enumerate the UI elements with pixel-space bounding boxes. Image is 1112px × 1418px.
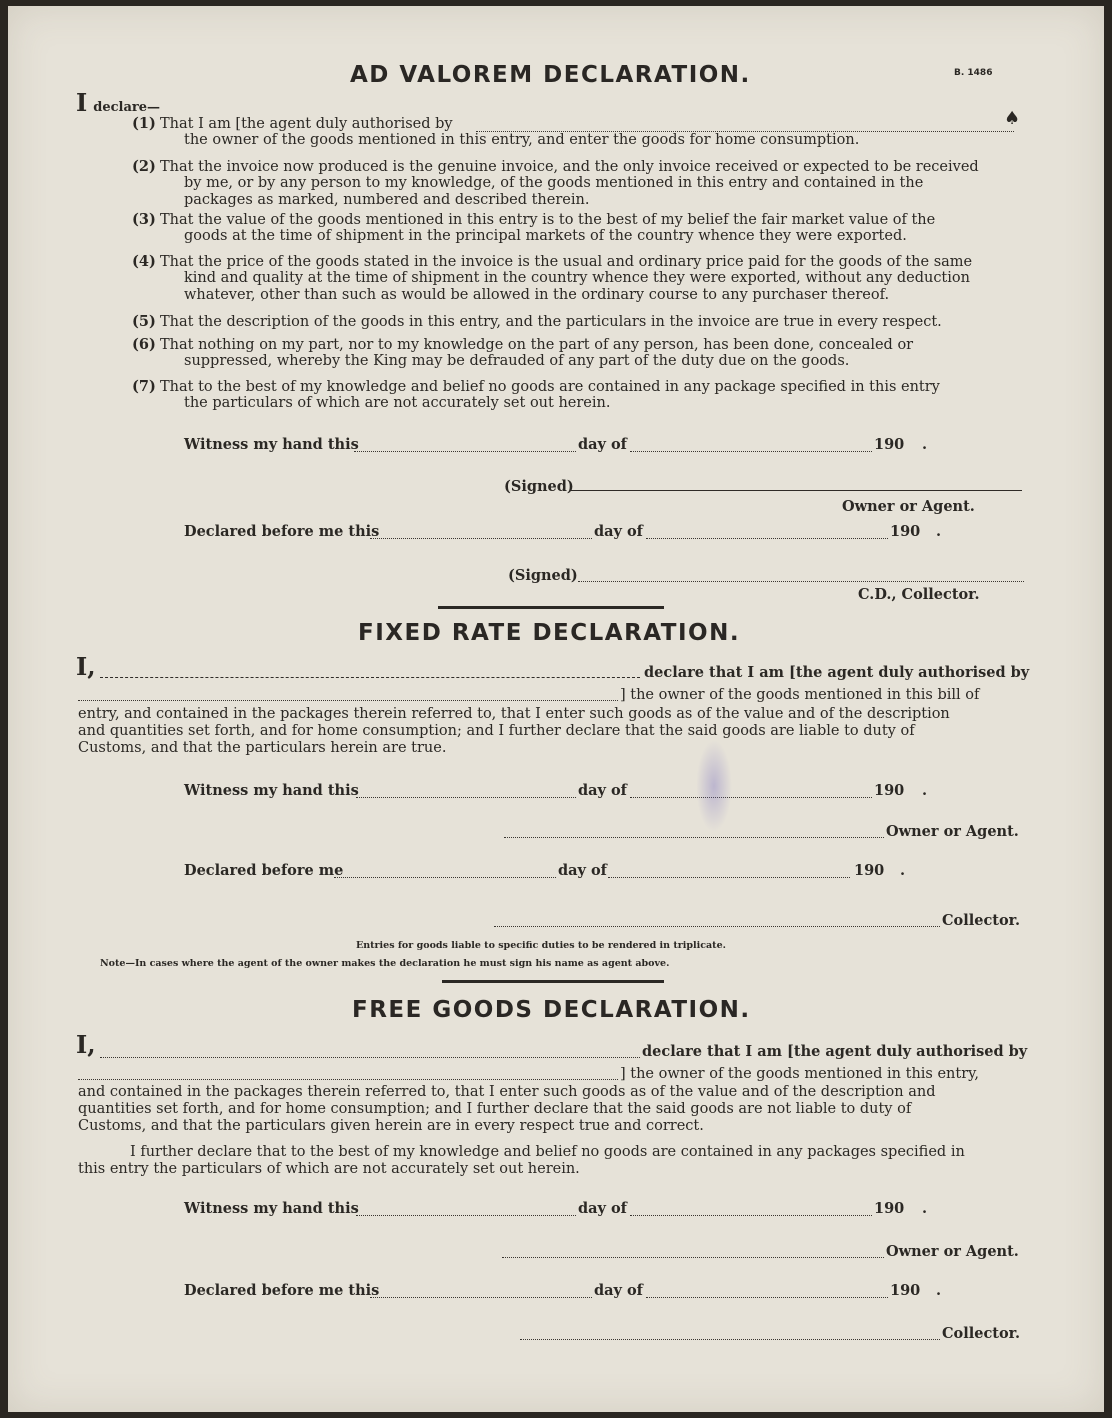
av-item-text: That the price of the goods stated in the invoice is the usual and ordinary price paid for the goods of the same: [160, 254, 973, 270]
av-item-7-line-1: [132, 378, 940, 396]
fr-witness-label: Witness my hand this: [184, 782, 359, 799]
av-item-1-line-1: [132, 115, 453, 133]
av-item-text: That I am [the agent duly authorised by: [160, 116, 453, 132]
fr-line2-end: ] the owner of the goods mentioned in this bill of: [620, 687, 980, 703]
fg-period: .: [922, 1200, 928, 1217]
fg-declared-year-label: 190: [890, 1282, 921, 1299]
av-declared-label: Declared before me this: [184, 523, 380, 540]
free-goods-title: FREE GOODS DECLARATION.: [352, 997, 751, 1023]
av-item-number: (2): [132, 158, 156, 175]
av-item-3-line-2: goods at the time of shipment in the principal markets of the country whence they were exported.: [184, 228, 907, 244]
fixed-rate-title: FIXED RATE DECLARATION.: [358, 620, 741, 646]
fr-body-line-1: entry, and contained in the packages therein referred to, that I enter such goods as of the value and of the description: [78, 706, 950, 722]
fg-declared-day-of-label: day of: [594, 1282, 643, 1299]
av-owner-signature-line[interactable]: [570, 490, 1022, 491]
fg-declared-month-field[interactable]: [646, 1296, 888, 1298]
av-item-number: (4): [132, 253, 156, 270]
fg-owner-or-agent-label: Owner or Agent.: [886, 1243, 1019, 1260]
section-divider-2: [442, 980, 664, 983]
av-item-number: (1): [132, 115, 156, 132]
av-item-number: (7): [132, 378, 156, 395]
av-declared-day-of-label: day of: [594, 523, 643, 540]
fr-declared-period: .: [900, 862, 906, 879]
fr-year-label: 190: [874, 782, 905, 799]
fr-witness-month-field[interactable]: [630, 796, 872, 798]
fg-year-label: 190: [874, 1200, 905, 1217]
fg-line2-end: ] the owner of the goods mentioned in this entry,: [620, 1066, 980, 1082]
fg-declared-label: Declared before me this: [184, 1282, 380, 1299]
av-collector-label: C.D., Collector.: [858, 586, 980, 603]
fr-day-of-label: day of: [578, 782, 627, 799]
av-item-text: That the invoice now produced is the genuine invoice, and the only invoice received or expected to be received: [160, 159, 979, 175]
av-item-7-line-2: the particulars of which are not accurately set out herein.: [184, 395, 611, 411]
av-item-4-line-1: [132, 253, 972, 271]
fr-body-line-2: and quantities set forth, and for home consumption; and I further declare that the said goods are liable to duty of: [78, 723, 915, 739]
fr-owner-or-agent-label: Owner or Agent.: [886, 823, 1019, 840]
ad-valorem-title: AD VALOREM DECLARATION.: [350, 62, 751, 88]
fr-note-agent: Note—In cases where the agent of the owner makes the declaration he must sign his name as agent above.: [100, 958, 670, 969]
fg-body-line-1: and contained in the packages therein referred to, that I enter such goods as of the value and of the description and: [78, 1084, 936, 1100]
av-item-2-line-2: by me, or by any person to my knowledge, of the goods mentioned in this entry and contained in the: [184, 175, 924, 191]
av-item-number: (6): [132, 336, 156, 353]
av-witness-month-field[interactable]: [630, 450, 872, 452]
fr-line1-end: declare that I am [the agent duly authorised by: [644, 664, 1030, 681]
av-item-text: That the description of the goods in this entry, and the particulars in the invoice are true in every respect.: [160, 314, 942, 330]
fr-note-triplicate: Entries for goods liable to specific duties to be rendered in triplicate.: [356, 940, 726, 951]
fg-further-line-1: I further declare that to the best of my knowledge and belief no goods are contained in any packages specified in: [130, 1144, 965, 1160]
fg-declared-period: .: [936, 1282, 942, 1299]
fr-declared-year-label: 190: [854, 862, 885, 879]
fg-owner-name-field[interactable]: [78, 1078, 618, 1080]
av-item-text: That to the best of my knowledge and belief no goods are contained in any package specified in this entry: [160, 379, 940, 395]
fr-declared-day-field[interactable]: [334, 876, 556, 878]
av-item-3-line-1: [132, 211, 935, 229]
fr-period: .: [922, 782, 928, 799]
fr-declared-month-field[interactable]: [608, 876, 850, 878]
fr-owner-signature-line[interactable]: [504, 836, 884, 838]
fg-body-line-3: Customs, and that the particulars given herein are in every respect true and correct.: [78, 1118, 704, 1134]
av-declared-year-label: 190: [890, 523, 921, 540]
fg-witness-month-field[interactable]: [630, 1214, 872, 1216]
fr-collector-signature-line[interactable]: [494, 925, 940, 927]
fr-declarant-name-field[interactable]: [100, 677, 640, 678]
fg-collector-label: Collector.: [942, 1325, 1021, 1342]
fr-declared-day-of-label: day of: [558, 862, 607, 879]
fr-declared-label: Declared before me: [184, 862, 344, 879]
fg-witness-day-field[interactable]: [356, 1214, 576, 1216]
fg-further-line-2: this entry the particulars of which are not accurately set out herein.: [78, 1161, 580, 1177]
av-signed-collector-label: (Signed): [508, 567, 578, 584]
fg-day-of-label: day of: [578, 1200, 627, 1217]
ink-smear: [696, 740, 732, 832]
av-witness-day-field[interactable]: [354, 450, 576, 452]
fg-line1-end: declare that I am [the agent duly authorised by: [642, 1043, 1028, 1060]
fr-i-label: I,: [76, 652, 96, 681]
av-period: .: [922, 436, 928, 453]
av-item-2-line-1: [132, 158, 979, 176]
i-declare-heading: Ideclare—: [76, 88, 160, 117]
av-declared-day-field[interactable]: [370, 537, 592, 539]
av-item-number: (5): [132, 313, 156, 330]
fr-owner-name-field[interactable]: [78, 699, 618, 701]
av-collector-signature-line[interactable]: [578, 580, 1024, 582]
av-signed-label: (Signed): [504, 478, 574, 495]
fg-owner-signature-line[interactable]: [502, 1256, 884, 1258]
av-owner-or-agent-label: Owner or Agent.: [842, 498, 975, 515]
fg-body-line-2: quantities set forth, and for home consumption; and I further declare that the said goods are not liable to duty of: [78, 1101, 912, 1117]
fg-declarant-name-field[interactable]: [100, 1056, 640, 1058]
av-day-of-label: day of: [578, 436, 627, 453]
fr-body-line-3: Customs, and that the particulars herein are true.: [78, 740, 447, 756]
av-item-4-line-3: whatever, other than such as would be allowed in the ordinary course to any purchaser thereof.: [184, 287, 890, 303]
av-item-6-line-1: [132, 336, 913, 354]
form-number: B. 1486: [954, 68, 993, 78]
av-item-4-line-2: kind and quality at the time of shipment in the country whence they were exported, without any deduction: [184, 270, 970, 286]
fg-witness-label: Witness my hand this: [184, 1200, 359, 1217]
av-declared-period: .: [936, 523, 942, 540]
fr-collector-label: Collector.: [942, 912, 1021, 929]
fg-i-label: I,: [76, 1030, 96, 1059]
fg-declared-day-field[interactable]: [370, 1296, 592, 1298]
av-item-text: That the value of the goods mentioned in this entry is to the best of my belief the fair market value of the: [160, 212, 936, 228]
av-item-text: That nothing on my part, nor to my knowledge on the part of any person, has been done, concealed or: [160, 337, 914, 353]
av-item-5-line-1: [132, 313, 942, 331]
section-divider: [438, 606, 664, 609]
av-item-6-line-2: suppressed, whereby the King may be defrauded of any part of the duty due on the goods.: [184, 353, 850, 369]
av-declared-month-field[interactable]: [646, 537, 888, 539]
av-item-1-line-2: the owner of the goods mentioned in this entry, and enter the goods for home consumption.: [184, 132, 860, 148]
av-year-label: 190: [874, 436, 905, 453]
ink-blot-icon: ♠: [1004, 108, 1021, 129]
fg-collector-signature-line[interactable]: [520, 1338, 940, 1340]
agent-authorised-line[interactable]: [476, 130, 1014, 132]
av-witness-label: Witness my hand this: [184, 436, 359, 453]
av-item-number: (3): [132, 211, 156, 228]
av-item-2-line-3: packages as marked, numbered and described therein.: [184, 192, 590, 208]
fr-witness-day-field[interactable]: [356, 796, 576, 798]
